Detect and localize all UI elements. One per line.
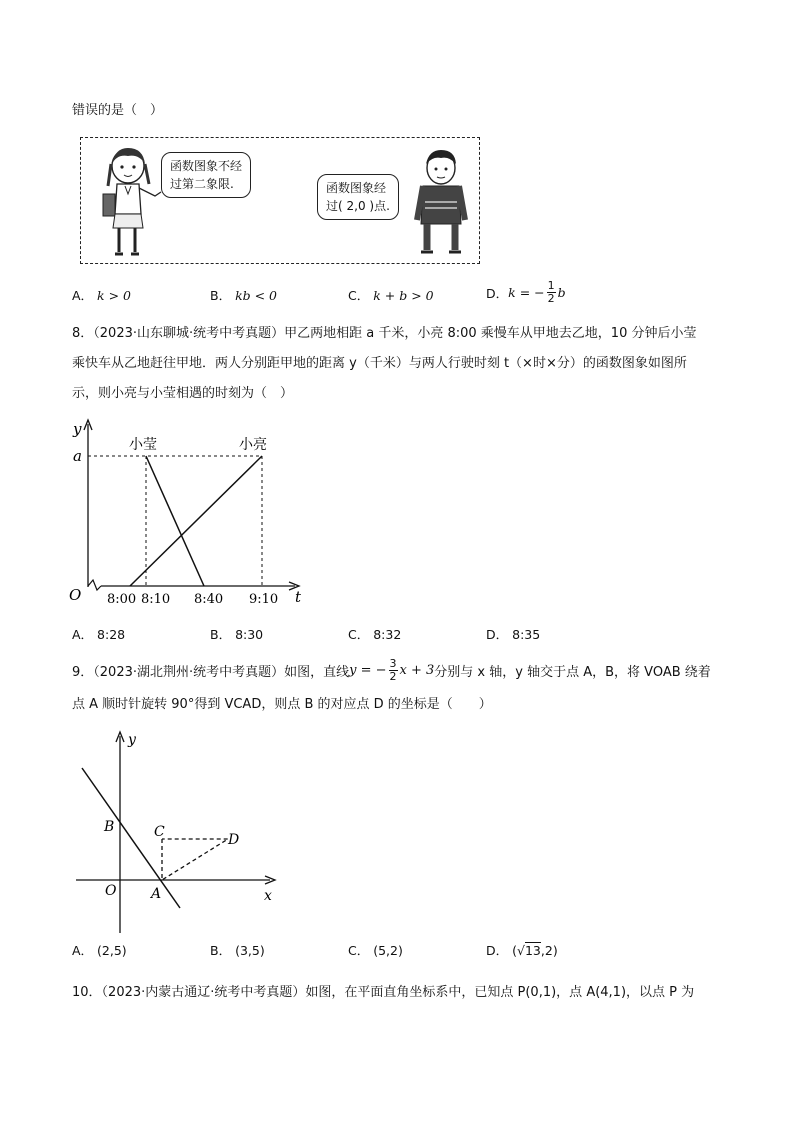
equation-lhs: y = − bbox=[349, 662, 387, 678]
option-letter: A． bbox=[72, 627, 94, 642]
q9-stem-line-2: 点 A 顺时针旋转 90°得到 VCAD，则点 B 的对应点 D 的坐标是（ ） bbox=[72, 697, 492, 712]
triangle-cad-dashed bbox=[162, 839, 228, 880]
option-letter: D． bbox=[486, 943, 509, 958]
boy-speech-bubble bbox=[317, 174, 399, 220]
label-d: D bbox=[228, 832, 240, 848]
sqrt-sign: √ bbox=[517, 943, 525, 958]
option-letter: D． bbox=[486, 627, 509, 642]
origin-label: O bbox=[69, 586, 82, 604]
fraction-numerator: 3 bbox=[389, 656, 397, 670]
option-letter: B． bbox=[210, 627, 232, 642]
tick-8-00: 8:00 bbox=[107, 592, 137, 607]
label-a: A bbox=[151, 886, 162, 902]
option-text: (5,2) bbox=[373, 943, 403, 958]
option-text: (3,5) bbox=[235, 943, 265, 958]
axis-break bbox=[88, 580, 101, 590]
line-ab bbox=[82, 768, 180, 908]
fraction bbox=[547, 280, 556, 305]
q8-option-b[interactable] bbox=[210, 625, 263, 643]
option-letter: B． bbox=[210, 943, 232, 958]
y-axis-label: y bbox=[73, 420, 82, 438]
option-text: 8:30 bbox=[235, 627, 264, 642]
q7-option-c[interactable] bbox=[348, 286, 434, 304]
q9-stem-line-1 bbox=[72, 652, 711, 688]
q8-stem-line-1: 8．（2023·山东聊城·统考中考真题）甲乙两地相距 a 千米，小亮 8:00 乘慢车从甲地去乙地，10 分钟后小莹 bbox=[72, 326, 697, 341]
option-text-tail: b bbox=[557, 285, 566, 300]
q9-option-b[interactable] bbox=[210, 941, 265, 959]
tick-8-10: 8:10 bbox=[141, 592, 171, 607]
girl-illustration bbox=[95, 144, 165, 260]
option-text: k = − bbox=[508, 285, 545, 300]
option-letter: A． bbox=[72, 288, 94, 303]
equation-rhs: x + 3 bbox=[399, 662, 435, 678]
q7-option-b[interactable] bbox=[210, 286, 277, 304]
x-axis-label: t bbox=[295, 588, 302, 606]
q9-option-d[interactable] bbox=[486, 941, 558, 959]
option-text: 8:28 bbox=[97, 627, 126, 642]
option-letter: B． bbox=[210, 288, 232, 303]
boy-speech-line-1: 函数图象经 bbox=[326, 181, 387, 195]
option-text: (2,5) bbox=[97, 943, 127, 958]
q8-option-a[interactable] bbox=[72, 625, 125, 643]
option-text: 8:35 bbox=[512, 627, 541, 642]
q7-option-a[interactable] bbox=[72, 286, 131, 304]
label-o: O bbox=[105, 883, 117, 899]
boy-illustration bbox=[411, 146, 471, 258]
q8-graph bbox=[55, 412, 315, 612]
xiaoying-label: 小莹 bbox=[129, 437, 157, 453]
label-x: x bbox=[264, 888, 272, 904]
q7-option-d[interactable] bbox=[486, 280, 566, 305]
q10-stem-line-1: 10．（2023·内蒙古通辽·统考中考真题）如图，在平面直角坐标系中，已知点 P(0,1)，点 A(4,1)，以点 P 为 bbox=[72, 985, 695, 1000]
fraction-denominator: 2 bbox=[389, 669, 397, 683]
option-letter: C． bbox=[348, 288, 370, 303]
tick-9-10: 9:10 bbox=[249, 592, 279, 607]
fraction-denominator: 2 bbox=[547, 292, 555, 305]
q9-option-c[interactable] bbox=[348, 941, 403, 959]
girl-speech-line-1: 函数图象不经 bbox=[170, 159, 243, 173]
q8-stem-line-2: 乘快车从乙地赶往甲地．两人分别距甲地的距离 y（千米）与两人行驶时刻 t（×时×分）的函数图象如图所 bbox=[72, 356, 687, 371]
girl-speech-line-2: 过第二象限. bbox=[170, 177, 234, 191]
cartoon-panel bbox=[80, 137, 480, 264]
equation-fraction bbox=[389, 658, 398, 683]
q9-option-a[interactable] bbox=[72, 941, 127, 959]
a-label: a bbox=[73, 447, 82, 465]
tick-8-40: 8:40 bbox=[194, 592, 224, 607]
option-letter: D． bbox=[486, 285, 509, 301]
sqrt-radicand: 13 bbox=[524, 943, 541, 958]
label-b: B bbox=[104, 819, 115, 835]
label-y: y bbox=[128, 732, 136, 748]
xiaoliang-label: 小亮 bbox=[239, 437, 267, 453]
girl-speech-bubble bbox=[161, 152, 251, 198]
boy-speech-line-2: 过( 2,0 )点. bbox=[326, 199, 390, 213]
option-text: kb < 0 bbox=[235, 288, 278, 303]
label-c: C bbox=[154, 824, 165, 840]
q8-option-d[interactable] bbox=[486, 625, 540, 643]
q9-stem-part-b: 分别与 x 轴，y 轴交于点 A，B，将 VOAB 绕着 bbox=[434, 664, 711, 680]
q9-stem-part-a: 9．（2023·湖北荆州·统考中考真题）如图，直线 bbox=[72, 664, 350, 680]
option-letter: A． bbox=[72, 943, 94, 958]
option-text-close: ,2) bbox=[540, 943, 558, 958]
q8-stem-line-3: 示，则小亮与小莹相遇的时刻为（ ） bbox=[72, 386, 294, 401]
option-text: k + b > 0 bbox=[373, 288, 434, 303]
option-text-open: ( bbox=[512, 943, 518, 958]
q8-option-c[interactable] bbox=[348, 625, 401, 643]
option-letter: C． bbox=[348, 627, 370, 642]
fraction-numerator: 1 bbox=[547, 279, 555, 292]
question-stem-tail: 错误的是（ ） bbox=[72, 103, 164, 118]
q9-graph bbox=[70, 728, 290, 938]
option-text: 8:32 bbox=[373, 627, 402, 642]
option-text: k > 0 bbox=[97, 288, 131, 303]
option-letter: C． bbox=[348, 943, 370, 958]
